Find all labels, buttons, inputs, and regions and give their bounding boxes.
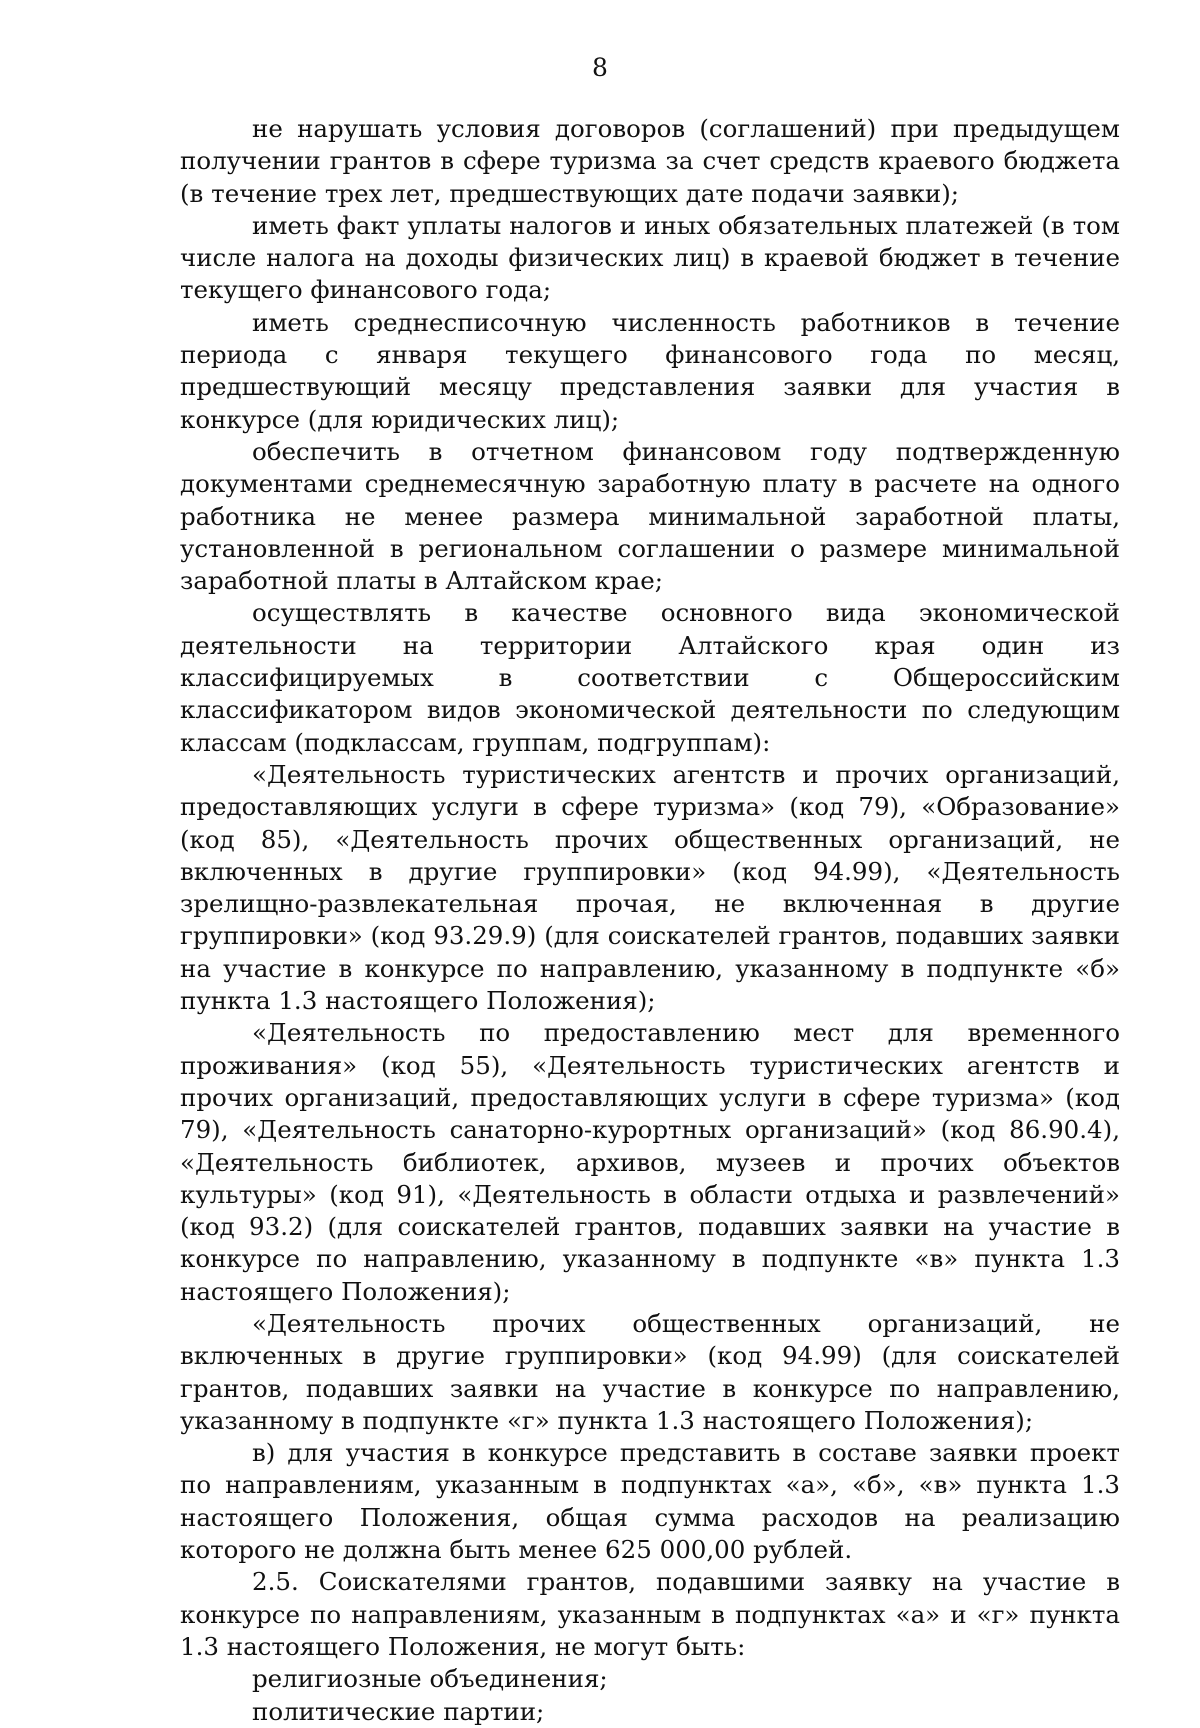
paragraph-activity-codes-b: «Деятельность туристических агентств и прочих организаций, предоставляющих услуги в сфере туризма» (код 79), «Образование» (код 85), «Деятельность прочих общественных организаций, не включенных в другие группировки» (код 94.99), «Деятельность зрелищно-развлекательная прочая, не включенная в другие группировки» (код 93.29.9) (для соискателей грантов, подавших заявки на участие в конкурсе по направлению, указанному в подпункте «б» пункта 1.3 настоящего Положения); (180, 759, 1120, 1016)
paragraph-project-budget: в) для участия в конкурсе представить в составе заявки проект по направлениям, указанным в подпунктах «а», «б», «в» пункта 1.3 настоящего Положения, общая сумма расходов на реализацию которого не должна быть менее 625 000,00 рублей. (180, 1438, 1120, 1565)
list-item-religious-associations: религиозные объединения; (252, 1664, 608, 1694)
paragraph-section-2-5: 2.5. Соискателями грантов, подавшими заявку на участие в конкурсе по направлениям, указанным в подпунктах «а» и «г» пункта 1.3 настоящего Положения, не могут быть: (180, 1567, 1120, 1661)
page-number: 8 (592, 53, 608, 82)
paragraph-activity-codes-g: «Деятельность прочих общественных организаций, не включенных в другие группировки» (код 94.99) (для соискателей грантов, подавших заявки на участие в конкурсе по направлению, указанному в подпункте «г» пункта 1.3 настоящего Положения); (180, 1308, 1120, 1435)
paragraph-tax-payments: иметь факт уплаты налогов и иных обязательных платежей (в том числе налога на доходы физических лиц) в краевой бюджет в течение текущего финансового года; (180, 210, 1120, 305)
list-item-political-parties: политические партии; (252, 1696, 545, 1726)
document-body (180, 113, 1120, 1728)
paragraph-average-headcount: иметь среднесписочную численность работников в течение периода с января текущего финансового года по месяц, предшествующий месяцу представления заявки для участия в конкурсе (для юридических лиц); (180, 307, 1120, 434)
paragraph-no-contract-violations: не нарушать условия договоров (соглашений) при предыдущем получении грантов в сфере туризма за счет средств краевого бюджета (в течение трех лет, предшествующих дате подачи заявки); (180, 114, 1120, 208)
paragraph-average-salary: обеспечить в отчетном финансовом году подтвержденную документами среднемесячную заработную плату в расчете на одного работника не менее размера минимальной заработной платы, установленной в региональном соглашении о размере минимальной заработной платы в Алтайском крае; (180, 436, 1120, 596)
paragraph-main-activity: осуществлять в качестве основного вида экономической деятельности на территории Алтайского края один из классифицируемых в соответствии с Общероссийским классификатором видов экономической деятельности по следующим классам (подклассам, группам, подгруппам): (180, 598, 1120, 757)
paragraph-activity-codes-v: «Деятельность по предоставлению мест для временного проживания» (код 55), «Деятельность туристических агентств и прочих организаций, предоставляющих услуги в сфере туризма» (код 79), «Деятельность санаторно-курортных организаций» (код 86.90.4), «Деятельность библиотек, архивов, музеев и прочих объектов культуры» (код 91), «Деятельность в области отдыха и развлечений» (код 93.2) (для соискателей грантов, подавших заявки на участие в конкурсе по направлению, указанному в подпункте «в» пункта 1.3 настоящего Положения); (180, 1018, 1120, 1306)
